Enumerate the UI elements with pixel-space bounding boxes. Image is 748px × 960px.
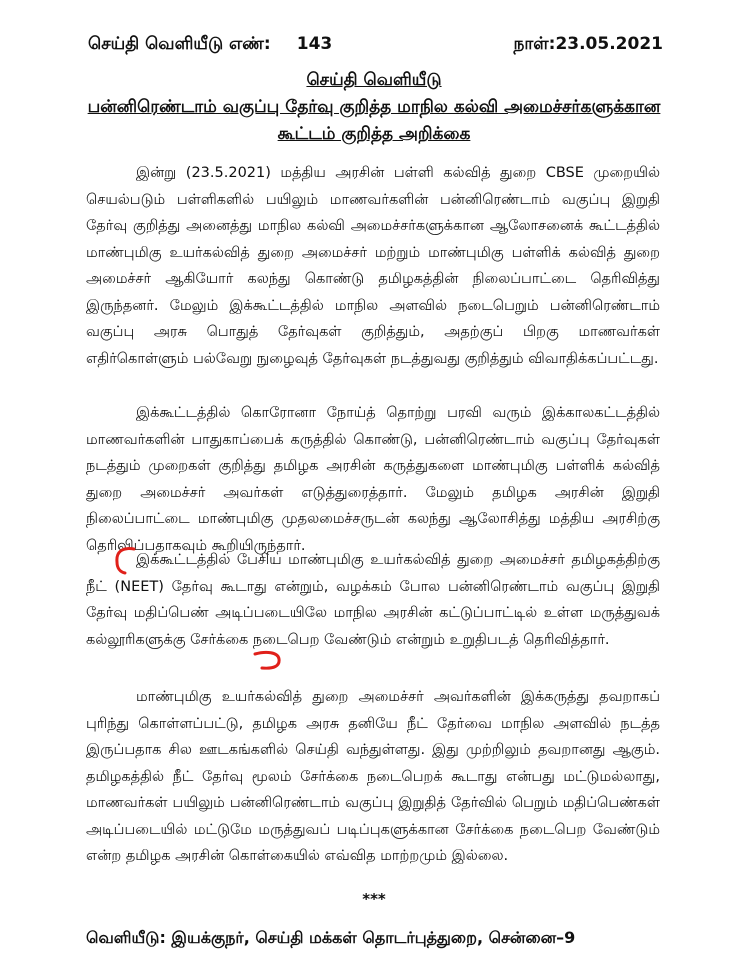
paragraph-4: மாண்புமிகு உயர்கல்வித் துறை அமைச்சர் அவர்களின் இக்கருத்து தவறாகப் புரிந்து கொள்ளப்பட்டு, தமிழக அரசு தனியே நீட் தேர்வை மாநில அளவில் நடத்த இருப்பதாக சில ஊடகங்களில் செய்தி வந்துள்ளது. இது முற்றிலும் தவறானது ஆகும். தமிழகத்தில் நீட் தேர்வு மூலம் சேர்க்கை நடைபெறக் கூடாது என்பது மட்டுமல்லாது, மாணவர்கள் பயிலும் பன்னிரெண்டாம் வகுப்பு இறுதித் தேர்வில் பெறும் மதிப்பெண்கள் அடிப்படையில் மட்டுமே மருத்துவப் படிப்புகளுக்கான சேர்க்கை நடைபெற வேண்டும் என்ற தமிழக அரசின் கொள்கையில் எவ்வித மாற்றமும் இல்லை.: [86, 689, 660, 864]
separator: ***: [362, 890, 386, 908]
release-number-line: [88, 34, 332, 56]
document-subtitle-line1: பன்னிரெண்டாம் வகுப்பு தேர்வு குறித்த மாநில கல்வி அமைச்சர்களுக்கான: [87, 97, 661, 117]
paragraph-1: இன்று (23.5.2021) மத்திய அரசின் பள்ளி கல்வித் துறை CBSE முறையில் செயல்படும் பள்ளிகளில் பயிலும் மாணவர்களின் பன்னிரெண்டாம் வகுப்பு இறுதி தேர்வு குறித்து அனைத்து மாநில கல்வி அமைச்சர்களுக்கான ஆலோசனைக் கூட்டத்தில் மாண்புமிகு உயர்கல்வித் துறை அமைச்சர் மற்றும் மாண்புமிகு பள்ளிக் கல்வித் துறை அமைச்சர் ஆகியோர் கலந்து கொண்டு தமிழகத்தின் நிலைப்பாட்டை தெரிவித்து இருந்தனர். மேலும் இக்கூட்டத்தில் மாநில அளவில் நடைபெறும் பன்னிரெண்டாம் வகுப்பு அரசு பொதுத் தேர்வுகள் குறித்தும், அதற்குப் பிறகு மாணவர்கள் எதிர்கொள்ளும் பல்வேறு நுழைவுத் தேர்வுகள் நடத்துவது குறித்தும் விவாதிக்கப்பட்டது.: [86, 165, 660, 367]
document-subtitle-line2: கூட்டம் குறித்த அறிக்கை: [277, 124, 471, 144]
release-label: செய்தி வெளியீடு எண்:: [88, 34, 271, 54]
close-bracket-annotation-icon: [252, 646, 284, 674]
release-date: நாள்:23.05.2021: [513, 34, 663, 54]
issuer-footer: வெளியீடு: இயக்குநர், செய்தி மக்கள் தொடர்புத்துறை, சென்னை–9: [86, 928, 576, 947]
document-title: செய்தி வெளியீடு: [306, 70, 442, 90]
paragraph-2: இக்கூட்டத்தில் கொரோனா நோய்த் தொற்று பரவி வரும் இக்காலகட்டத்தில் மாணவர்களின் பாதுகாப்பைக் கருத்தில் கொண்டு, பன்னிரெண்டாம் வகுப்பு தேர்வுகள் நடத்தும் முறைகள் குறித்து தமிழக அரசின் கருத்துகளை மாண்புமிகு பள்ளிக் கல்வித் துறை அமைச்சர் அவர்கள் எடுத்துரைத்தார். மேலும் தமிழக அரசின் இறுதி நிலைப்பாட்டை மாண்புமிகு முதலமைச்சருடன் கலந்து ஆலோசித்து மத்திய அரசிற்கு தெரிவிப்பதாகவும் கூறியிருந்தார்.: [86, 405, 660, 554]
open-bracket-annotation-icon: [112, 546, 138, 576]
release-number: 143: [296, 34, 333, 54]
paragraph-3: இக்கூட்டத்தில் பேசிய மாண்புமிகு உயர்கல்வித் துறை அமைச்சர் தமிழகத்திற்கு நீட் (NEET) தேர்வு கூடாது என்றும், வழக்கம் போல பன்னிரெண்டாம் வகுப்பு இறுதி தேர்வு மதிப்பெண் அடிப்படையிலே மாநில அரசின் கட்டுப்பாட்டில் உள்ள மருத்துவக் கல்லூரிகளுக்கு சேர்க்கை நடைபெற வேண்டும் என்றும் உறுதிபடத் தெரிவித்தார்.: [86, 552, 660, 648]
